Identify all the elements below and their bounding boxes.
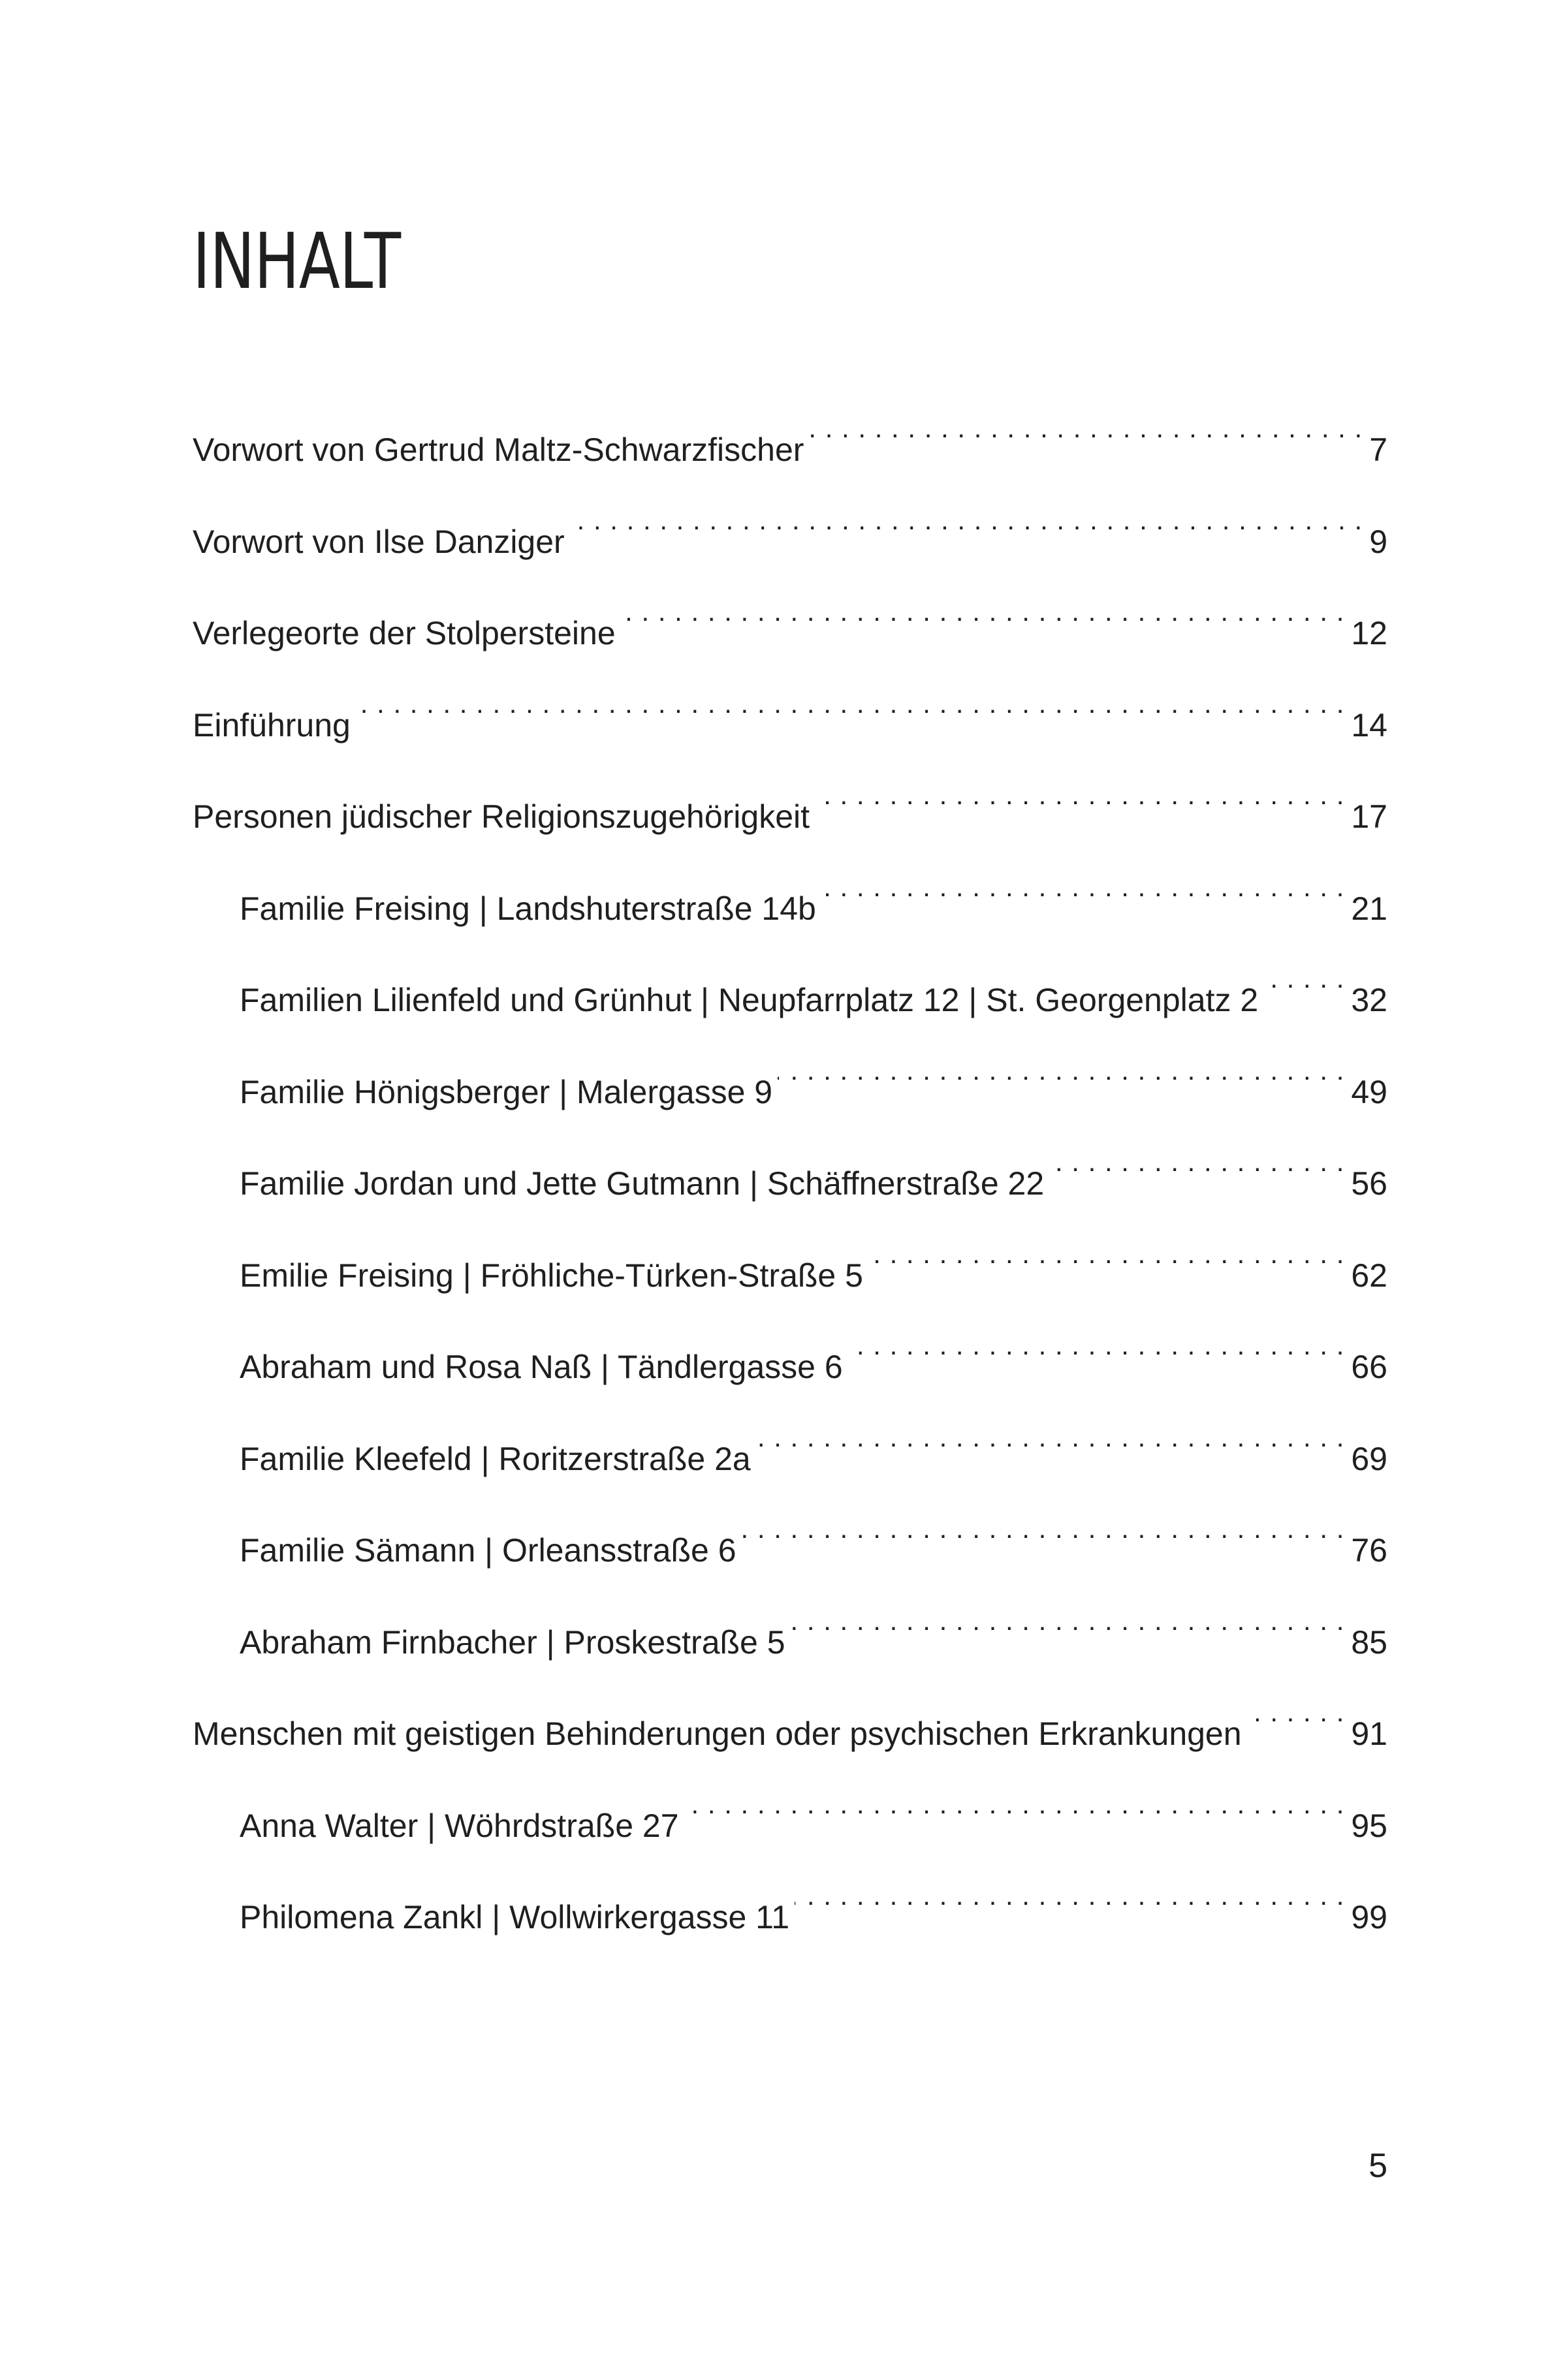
toc-entry-title: Verlegeorte der Stolpersteine <box>193 615 616 651</box>
toc-entry-familie-kleefeld <box>193 1405 1387 1497</box>
dot-leader <box>821 854 1345 920</box>
toc-entry-title: Emilie Freising | Fröhliche-Türken-Straße 5 <box>240 1257 863 1294</box>
toc-entry-page: 56 <box>1351 1165 1387 1202</box>
toc-entry-menschen-mit-behinderungen <box>193 1680 1387 1772</box>
toc-heading: INHALT <box>193 216 401 306</box>
toc-entry-title: Familie Hönigsberger | Malergasse 9 <box>240 1073 773 1110</box>
toc-entry-page: 17 <box>1351 798 1387 835</box>
toc-entry-title: Familie Kleefeld | Roritzerstraße 2a <box>240 1440 751 1477</box>
toc-entry-title: Einführung <box>193 706 351 744</box>
dot-leader <box>621 579 1345 644</box>
toc-entry-einfuehrung <box>193 671 1387 763</box>
toc-entry-page: 85 <box>1351 1623 1387 1661</box>
toc-entry-familie-saemann <box>193 1496 1387 1588</box>
toc-entry-familien-lilienfeld-gruenhut <box>193 946 1387 1038</box>
toc-entry-title: Familien Lilienfeld und Grünhut | Neupfarrplatz 12 | St. Georgenplatz 2 <box>240 982 1259 1018</box>
dot-leader <box>742 1496 1345 1561</box>
toc-entry-page: 62 <box>1351 1257 1387 1294</box>
toc-entry-title: Abraham und Rosa Naß | Tändlergasse 6 <box>240 1349 843 1385</box>
dot-leader <box>809 396 1363 461</box>
toc-entry-personen-juedischer-religion <box>193 762 1387 854</box>
toc-entry-familie-jordan-gutmann <box>193 1129 1387 1221</box>
toc-entry-title: Vorwort von Ilse Danziger <box>193 523 565 560</box>
page-number: 5 <box>1369 2147 1387 2185</box>
dot-leader <box>791 1588 1345 1653</box>
toc-entry-verlegeorte <box>193 579 1387 671</box>
dot-leader <box>684 1772 1345 1837</box>
toc-entry-page: 49 <box>1351 1073 1387 1110</box>
toc-entry-abraham-firnbacher <box>193 1588 1387 1680</box>
toc-entry-anna-walter <box>193 1772 1387 1864</box>
toc-entry-familie-hoenigsberger <box>193 1038 1387 1130</box>
toc-entry-page: 66 <box>1351 1349 1387 1385</box>
toc-entry-page: 91 <box>1351 1715 1387 1752</box>
dot-leader <box>815 762 1344 828</box>
dot-leader <box>1049 1129 1344 1195</box>
toc-entry-page: 95 <box>1351 1807 1387 1844</box>
toc-entry-vorwort-maltz-schwarzfischer <box>193 396 1387 488</box>
toc-entry-title: Vorwort von Gertrud Maltz-Schwarzfischer <box>193 431 804 468</box>
toc-entry-familie-freising <box>193 854 1387 947</box>
toc-entry-title: Familie Sämann | Orleansstraße 6 <box>240 1532 736 1569</box>
toc-entry-page: 21 <box>1351 890 1387 927</box>
toc-entry-emilie-freising <box>193 1221 1387 1313</box>
dot-leader <box>848 1313 1345 1378</box>
dot-leader <box>1263 946 1344 1011</box>
toc-entry-title: Familie Freising | Landshuterstraße 14b <box>240 890 816 927</box>
toc-entry-page: 76 <box>1351 1532 1387 1569</box>
dot-leader <box>1247 1680 1345 1745</box>
toc-entry-title: Menschen mit geistigen Behinderungen oder psychischen Erkrankungen <box>193 1715 1242 1752</box>
toc-entry-title: Anna Walter | Wöhrdstraße 27 <box>240 1807 679 1844</box>
dot-leader <box>356 671 1345 736</box>
toc-entry-page: 9 <box>1369 523 1387 560</box>
toc-entry-page: 69 <box>1351 1440 1387 1477</box>
toc-entry-title: Familie Jordan und Jette Gutmann | Schäffnerstraße 22 <box>240 1165 1045 1202</box>
toc-entry-title: Abraham Firnbacher | Proskestraße 5 <box>240 1623 785 1661</box>
table-of-contents <box>193 396 1387 1955</box>
dot-leader <box>868 1221 1344 1287</box>
dot-leader <box>778 1038 1344 1103</box>
toc-entry-page: 32 <box>1351 982 1387 1018</box>
dot-leader <box>756 1405 1345 1470</box>
toc-entry-abraham-rosa-nass <box>193 1313 1387 1405</box>
toc-entry-page: 7 <box>1369 431 1387 468</box>
toc-entry-title: Philomena Zankl | Wollwirkergasse 11 <box>240 1899 790 1935</box>
toc-entry-vorwort-danziger <box>193 488 1387 580</box>
dot-leader <box>795 1863 1344 1928</box>
dot-leader <box>570 488 1363 553</box>
toc-entry-page: 12 <box>1351 615 1387 651</box>
toc-entry-page: 14 <box>1351 706 1387 744</box>
toc-entry-page: 99 <box>1351 1899 1387 1935</box>
toc-entry-title: Personen jüdischer Religionszugehörigkeit <box>193 798 810 835</box>
toc-entry-philomena-zankl <box>193 1863 1387 1955</box>
